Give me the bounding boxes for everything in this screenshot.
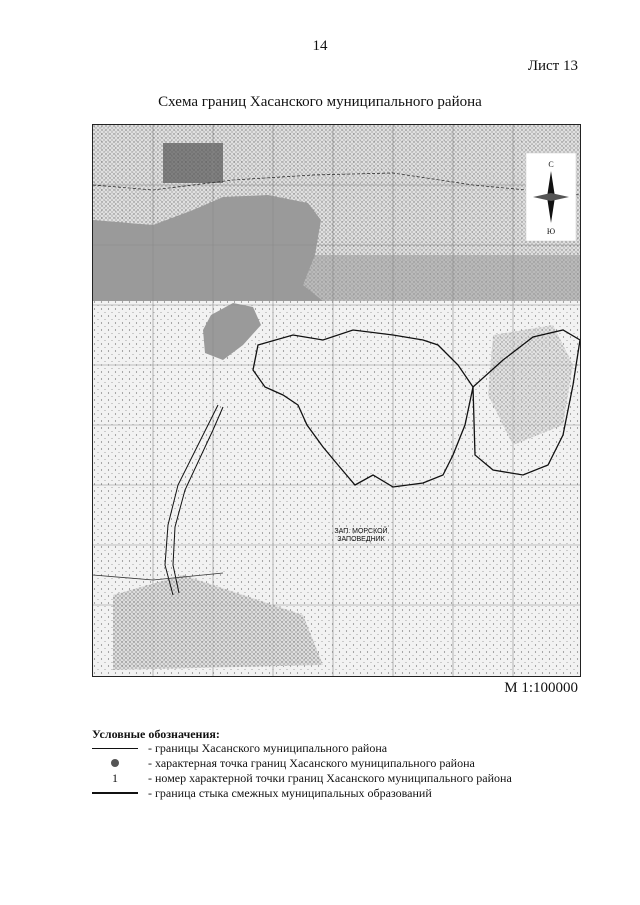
legend-item-text: - номер характерной точки границ Хасанского муниципального района <box>148 771 512 785</box>
map-drawing <box>93 125 580 676</box>
map-title: Схема границ Хасанского муниципального района <box>158 94 482 110</box>
scale-label: М 1:100000 <box>504 680 578 696</box>
reserve-label: ЗАПОВЕДНИК <box>337 536 385 543</box>
water-strip <box>93 255 580 301</box>
page-number: 14 <box>312 38 328 54</box>
thin-line-icon <box>92 741 140 755</box>
thick-line-icon <box>92 786 140 800</box>
sheet-label: Лист 13 <box>527 58 578 74</box>
legend-item-text: - характерная точка границ Хасанского муниципального района <box>148 756 475 770</box>
svg-text:Ю: Ю <box>546 227 556 236</box>
legend-item-text: - граница стыка смежных муниципальных образований <box>148 786 432 800</box>
map-frame <box>92 124 581 677</box>
svg-text:С: С <box>548 160 554 169</box>
point-number-symbol: 1 <box>112 771 118 785</box>
reserve-label: ЗАП. МОРСКОЙ <box>334 528 388 535</box>
legend-title: Условные обозначения: <box>92 727 220 741</box>
legend-item-text: - границы Хасанского муниципального района <box>148 741 388 755</box>
dot-icon <box>92 756 140 770</box>
city-area <box>163 143 223 183</box>
compass-rose-icon <box>526 153 576 241</box>
